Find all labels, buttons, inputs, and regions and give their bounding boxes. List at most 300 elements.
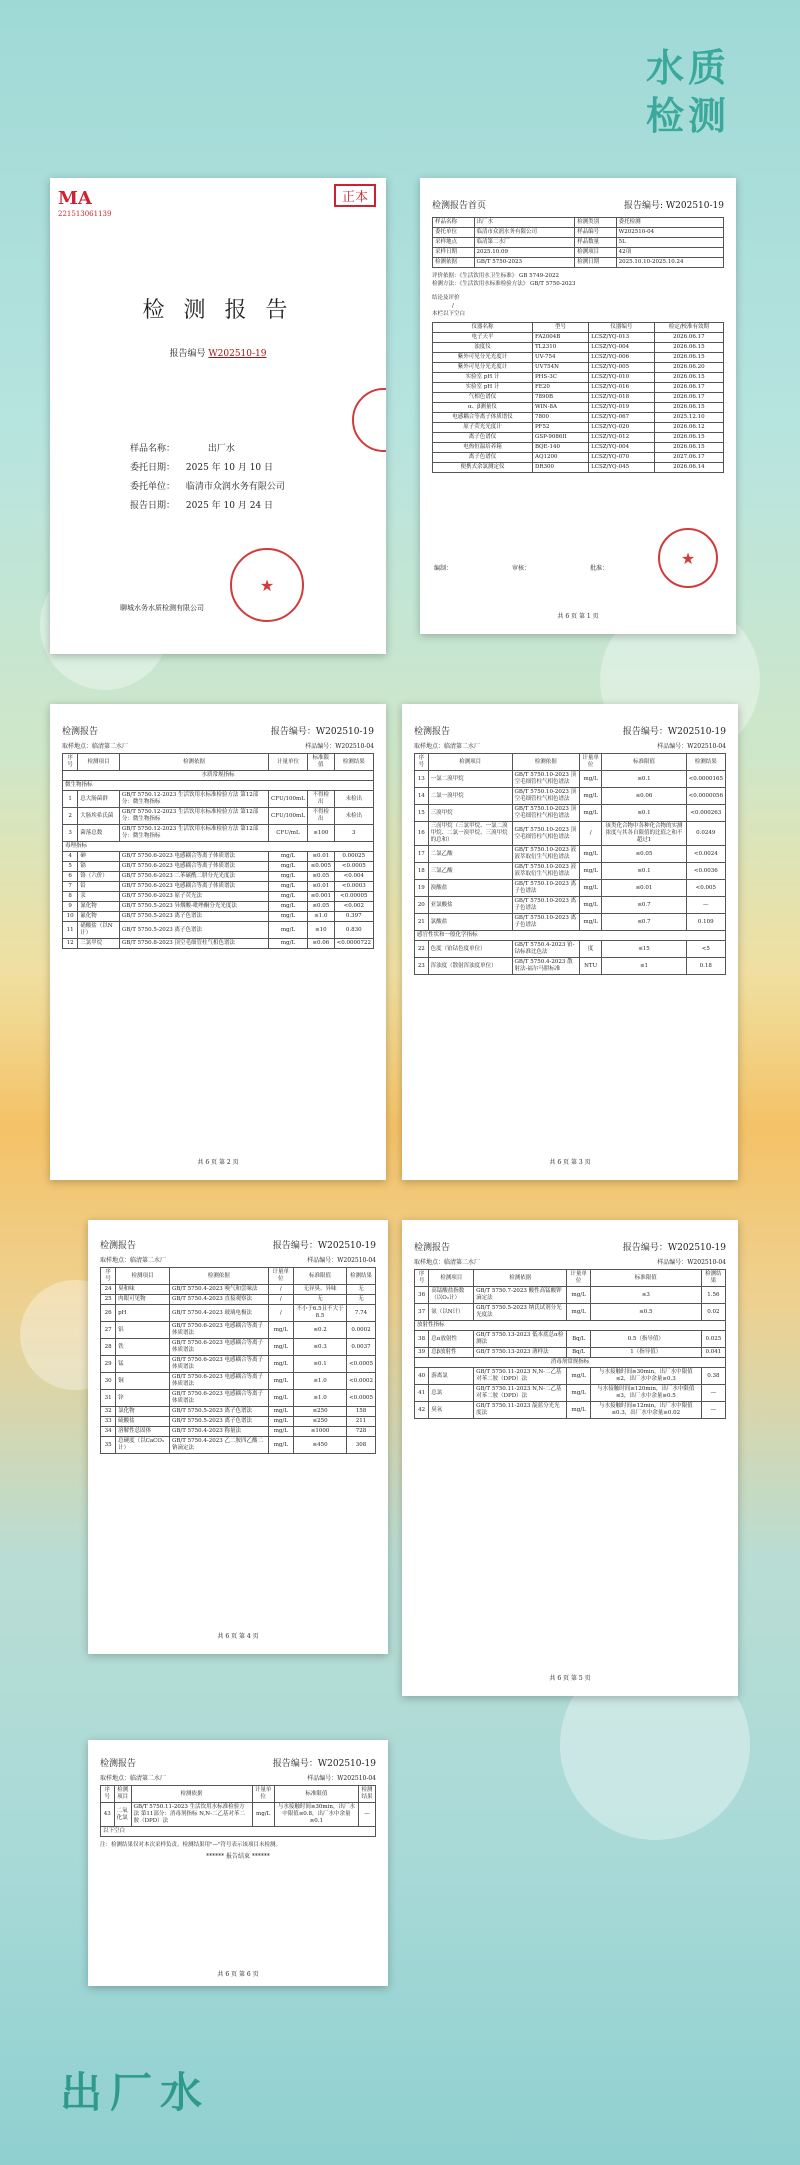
table-cell: GB/T 5750.6-2023 电感耦合等离子体质谱法 [169, 1339, 268, 1356]
table-cell: <0.0005 [347, 1356, 376, 1373]
cover-row: 委托单位： 临清市众润水务有限公司 [130, 482, 285, 492]
table-cell: mg/L [567, 1287, 591, 1304]
table-cell: ≤3 [590, 1287, 701, 1304]
table-cell: 总β放射性 [429, 1348, 474, 1358]
table-cell: mg/L [269, 882, 308, 892]
table-cell: WIN-8A [532, 403, 588, 413]
report-note: 注：检测结果仅对本次采样负责。检测结果用"—"符号表示该项目未检测。 [100, 1842, 282, 1848]
table-cell: GB/T 5750.6-2023 电感耦合等离子体质谱法 [169, 1322, 268, 1339]
table-cell: <0.0024 [686, 846, 725, 863]
table-row [101, 1390, 376, 1407]
table-cell: 不小于6.5且不大于8.5 [294, 1305, 347, 1322]
table-cell: 0.38 [701, 1368, 725, 1385]
table-cell: GB/T 5750.7-2023 酸性高锰酸钾滴定法 [474, 1287, 567, 1304]
table-cell: ≤250 [294, 1417, 347, 1427]
table-cell: 氨（以N计） [429, 1304, 474, 1321]
table-cell: 氟化物 [78, 912, 120, 922]
table-cell: ≤0.01 [602, 880, 686, 897]
table-cell: 2026.06.15 [654, 343, 723, 353]
table-row [415, 1368, 726, 1385]
results-table: 序号 检测项目 检测依据 计量单位 标准限值 检测结果 13 一氯二溴甲烷 GB/T 5750.10-2023 顶空毛细管柱气相色谱法 mg/L ≤0.1 <0.0000165 14 二氯一溴甲烷 GB/T 5750.10-2023 顶空毛细管柱气相色谱法 mg/L ≤0.06 <0.0000056 15 三溴甲烷 GB/T 5750.10-2023 顶空毛细管柱气相色谱法 mg/L ≤0.1 <0.000263 16 三卤甲烷（三氯甲烷、一氯二溴甲烷、二氯一溴甲烷、三溴甲烷的总和） GB/T 5750.10-2023 顶空毛细管柱气相色谱法 / 该类化合物中各种化合物的实测浓度与其各自限值的比值之和不超过1 0.0249 17 二氯乙酸 GB/T 5750.10-2023 液液萃取衍生气相色谱法 mg/L ≤0.05 <0.0024 18 三氯乙酸 GB/T 5750.10-2023 液液萃取衍生气相色谱法 mg/L ≤0.1 <0.0036 19 溴酸盐 GB/T 5750.10-2023 离子色谱法 mg/L ≤0.01 <0.005 20 亚氯酸盐 GB/T 5750.10-2023 离子色谱法 mg/L ≤0.7 — 21 氯酸盐 GB/T 5750.10-2023 离子色谱法 mg/L ≤0.7 0.109 感官性状和一般化学指标 22 色度（铂钴色度单位） GB/T 5750.4-2023 铂-钴标准比色法 度 ≤15 <5 23 浑浊度（散射浑浊度单位） GB/T 5750.4-2023 散射法-福尔马肼标准 NTU ≤1 0.18 [414, 753, 726, 975]
table-cell: 2026.06.15 [654, 373, 723, 383]
table-cell: Bq/L [567, 1348, 591, 1358]
table-cell: GB/T 5750.5-2023 离子色谱法 [169, 1417, 268, 1427]
results-table: 序号 检测项目 检测依据 计量单位 标准限值 检测结果 43 二氧化氯 GB/T 5750.11-2023 生活饮用水标准检验方法 第11部分：消毒剂指标 N,N-二乙基对苯二胺（DPD）法 mg/L 与水接触时间≥30min，出厂水中限值≤0.8，出厂水中余量≥0.1 — 以下空白 [100, 1785, 376, 1837]
table-cell: mg/L [567, 1368, 591, 1385]
table-cell: 2026.06.15 [654, 443, 723, 453]
table-row [433, 433, 724, 443]
table-cell: ≤0.1 [294, 1356, 347, 1373]
table-row [63, 902, 374, 912]
table-cell: 无 [294, 1295, 347, 1305]
table-cell: / [268, 1285, 293, 1295]
table-cell: 与水接触时间≥12min，出厂水中限值≤0.3，出厂水中余量≥0.02 [590, 1402, 701, 1419]
table-cell: 2026.06.15 [654, 403, 723, 413]
report-cover-page [50, 178, 386, 654]
edge-seal [352, 388, 386, 452]
table-row [415, 1287, 726, 1304]
table-row [415, 941, 726, 958]
table-cell: mg/L [269, 939, 308, 949]
table-cell: LCSZ/YQ-020 [589, 423, 655, 433]
page-number: 共 6 页 第 1 页 [557, 613, 599, 620]
table-cell: 0.0037 [347, 1339, 376, 1356]
table-cell: 0.0249 [686, 822, 725, 846]
table-cell: ≤250 [294, 1407, 347, 1417]
table-cell: NTU [579, 958, 601, 975]
table-row [101, 1427, 376, 1437]
table-row [415, 788, 726, 805]
company-seal: ★ [230, 548, 304, 622]
table-cell: GB/T 5750.4-2023 乙二胺四乙酸二钠滴定法 [169, 1437, 268, 1454]
table-cell: 该类化合物中各种化合物的实测浓度与其各自限值的比值之和不超过1 [602, 822, 686, 846]
table-cell: 无 [347, 1295, 376, 1305]
table-cell: DR300 [532, 463, 588, 473]
issuer: 聊城水务水质检测有限公司 [120, 604, 204, 612]
table-cell: LCSZ/YQ-012 [589, 433, 655, 443]
table-cell: <0.0005 [334, 862, 373, 872]
table-cell: 二氯乙酸 [428, 846, 512, 863]
table-row [101, 1417, 376, 1427]
table-row [101, 1322, 376, 1339]
table-cell: 2026.06.17 [654, 333, 723, 343]
table-row [63, 882, 374, 892]
table-cell: 硝酸盐（以N计） [78, 922, 120, 939]
table-cell: 电热恒温培养箱 [433, 443, 533, 453]
table-cell: GB/T 5750.4-2023 铂-钴标准比色法 [512, 941, 579, 958]
table-cell: mg/L [268, 1390, 293, 1407]
table-cell: 19 [415, 880, 429, 897]
table-row [101, 1339, 376, 1356]
table-cell: GB/T 5750.11-2023 生活饮用水标准检验方法 第11部分：消毒剂指标 N,N-二乙基对苯二胺（DPD）法 [131, 1803, 252, 1827]
table-row [63, 922, 374, 939]
table-cell: CFU/mL [269, 825, 308, 842]
table-cell: GB/T 5750.4-2023 玻璃电极法 [169, 1305, 268, 1322]
table-cell: mg/L [269, 872, 308, 882]
table-cell: GB/T 5750.11-2023 N,N-二乙基对苯二胺（DPD）法 [474, 1385, 567, 1402]
table-cell: LCSZ/YQ-019 [589, 403, 655, 413]
table-cell: 二氧化氯 [114, 1803, 131, 1827]
table-cell: 气相色谱仪 [433, 393, 533, 403]
table-cell: GSP-9086II [532, 433, 588, 443]
table-cell: 6 [63, 872, 78, 882]
page-number: 共 6 页 第 2 页 [197, 1159, 239, 1166]
table-cell: <0.0036 [686, 863, 725, 880]
table-cell: 氰化物 [78, 902, 120, 912]
table-cell: ≤0.05 [307, 902, 334, 912]
table-cell: 1 [63, 791, 78, 808]
table-cell: GB/T 5750.10-2023 离子色谱法 [512, 914, 579, 931]
table-cell: 总氯 [429, 1385, 474, 1402]
table-cell: 铅 [78, 882, 120, 892]
table-cell: 13 [415, 771, 429, 788]
table-cell: GB/T 5750.12-2023 生活饮用水标准检验方法 第12部分：微生物指标 [119, 825, 268, 842]
table-cell: mg/L [269, 922, 308, 939]
table-row [415, 914, 726, 931]
table-row [415, 1385, 726, 1402]
table-cell: GB/T 5750.10-2023 顶空毛细管柱气相色谱法 [512, 788, 579, 805]
table-cell: / [268, 1295, 293, 1305]
table-cell: <0.0003 [334, 882, 373, 892]
table-cell: 度 [579, 941, 601, 958]
table-cell: 不得检出 [307, 808, 334, 825]
table-cell: 2026.06.12 [654, 423, 723, 433]
page-number: 共 6 页 第 4 页 [217, 1633, 259, 1640]
table-cell: 12 [63, 939, 78, 949]
table-cell: <0.000263 [686, 805, 725, 822]
table-cell: FE20 [532, 383, 588, 393]
table-cell: mg/L [579, 771, 601, 788]
table-cell: ≤0.01 [307, 882, 334, 892]
report-end: ****** 报告结束 ****** [206, 1853, 270, 1860]
results-table: 序号 检测项目 检测依据 计量单位 标准限值 检测结果 24 臭和味 GB/T 5750.4-2023 嗅气和尝味法 / 无异臭、异味 无 25 肉眼可见物 GB/T 5750.4-2023 直接观察法 / 无 无 26 pH GB/T 5750.4-2023 玻璃电极法 / 不小于6.5且不大于8.5 7.74 27 铝 GB/T 5750.6-2023 电感耦合等离子体质谱法 mg/L ≤0.2 0.0002 28 铁 GB/T 5750.6-2023 电感耦合等离子体质谱法 mg/L ≤0.3 0.0037 29 锰 GB/T 5750.6-2023 电感耦合等离子体质谱法 mg/L ≤0.1 <0.0005 30 铜 GB/T 5750.6-2023 电感耦合等离子体质谱法 mg/L ≤1.0 <0.0002 31 锌 GB/T 5750.6-2023 电感耦合等离子体质谱法 mg/L ≤1.0 <0.0005 32 氯化物 GB/T 5750.5-2023 离子色谱法 mg/L ≤250 158 33 硫酸盐 GB/T 5750.5-2023 离子色谱法 mg/L ≤250 211 34 溶解性总固体 GB/T 5750.4-2023 称量法 mg/L ≤1000 728 35 总硬度（以CaCO₃计） GB/T 5750.4-2023 乙二胺四乙酸二钠滴定法 mg/L ≤450 308 [100, 1267, 376, 1454]
table-cell: mg/L [268, 1373, 293, 1390]
table-cell: GB/T 5750.4-2023 散射法-福尔马肼标准 [512, 958, 579, 975]
table-cell: <0.0000722 [334, 939, 373, 949]
table-cell: α、β测量仪 [433, 403, 533, 413]
table-cell: GB/T 5750.12-2023 生活饮用水标准检验方法 第12部分：微生物指标 [119, 791, 268, 808]
table-cell: ≤100 [307, 825, 334, 842]
table-cell: ≤0.01 [307, 852, 334, 862]
table-cell: 肉眼可见物 [116, 1295, 170, 1305]
table-cell: ≤0.5 [590, 1304, 701, 1321]
table-cell: AQ1200 [532, 453, 588, 463]
table-cell: <0.0002 [347, 1373, 376, 1390]
table-cell: 溴酸盐 [428, 880, 512, 897]
table-cell: 21 [415, 914, 429, 931]
table-cell: 2026.06.17 [654, 383, 723, 393]
table-cell: 与水接触时间≥120min，出厂水中限值≤3，出厂水中余量≥0.5 [590, 1385, 701, 1402]
table-cell: GB/T 5750.5-2023 离子色谱法 [119, 922, 268, 939]
table-cell: 2027.06.17 [654, 453, 723, 463]
table-cell: ≤0.06 [602, 788, 686, 805]
table-cell: <0.002 [334, 902, 373, 912]
table-cell: pH [116, 1305, 170, 1322]
table-row [415, 771, 726, 788]
evaluation-basis: 评价依据：《生活饮用水卫生标准》 GB 5749-2022 检测方法：《生活饮用水标准检验方法》 GB/T 5750-2023 [432, 273, 576, 287]
table-cell: 42 [415, 1402, 429, 1419]
table-cell: 40 [415, 1368, 429, 1385]
table-cell: 0.5（指导值） [590, 1331, 701, 1348]
table-row [433, 423, 724, 433]
table-cell: LCSZ/YQ-006 [589, 353, 655, 363]
table-cell: 与水接触时间≥30min，出厂水中限值≤0.8，出厂水中余量≥0.1 [274, 1803, 358, 1827]
table-cell: 浑浊度（散射浑浊度单位） [428, 958, 512, 975]
report-summary-page [420, 178, 736, 634]
table-cell: 无 [347, 1285, 376, 1295]
table-cell: 三氯甲烷 [78, 939, 120, 949]
table-cell: mg/L [268, 1339, 293, 1356]
table-cell: GB/T 5750.10-2023 离子色谱法 [512, 897, 579, 914]
table-row [63, 808, 374, 825]
table-cell: LCSZ/YQ-070 [589, 453, 655, 463]
table-row [101, 1803, 376, 1827]
table-cell: 22 [415, 941, 429, 958]
table-cell: mg/L [252, 1803, 274, 1827]
table-cell: LCSZ/YQ-018 [589, 393, 655, 403]
page-subheader: 取样地点：临清第二水厂 样品编号：W202510-04 [414, 1259, 726, 1266]
table-cell: 电感耦合等离子体质谱仪 [433, 413, 533, 423]
table-cell: GB/T 5750.6-2023 电感耦合等离子体质谱法 [119, 852, 268, 862]
table-cell: 17 [415, 846, 429, 863]
page-header: 检测报告 报告编号：W202510-19 [100, 1241, 376, 1251]
table-cell: 一氯二溴甲烷 [428, 771, 512, 788]
company-seal: ★ [658, 528, 718, 588]
table-cell: 臭氧 [429, 1402, 474, 1419]
page-header: 检测报告 报告编号：W202510-19 [100, 1759, 376, 1769]
table-cell: 锰 [116, 1356, 170, 1373]
summary-info-table: 样品名称 出厂水 检测类别 委托检测 委托单位 临清市众润水务有限公司 样品编号 W202510-04 采样地点 临清第二水厂 样品数量 5L 采样日期 2025.10.09 检测项目 42项 检测依据 GB/T 5750-2023 检测日期 2025.10.10-2025.10.24 [432, 217, 724, 268]
table-cell: 氯化物 [116, 1407, 170, 1417]
table-cell: TL2310 [532, 343, 588, 353]
cma-logo: MA [58, 188, 92, 209]
table-cell: 43 [101, 1803, 115, 1827]
table-cell: 溶解性总固体 [116, 1427, 170, 1437]
page-number: 共 6 页 第 5 页 [549, 1675, 591, 1682]
table-cell: GB/T 5750.10-2023 顶空毛细管柱气相色谱法 [512, 771, 579, 788]
table-row [433, 353, 724, 363]
table-cell: GB/T 5750.5-2023 异烟酸-吡唑酮分光光度法 [119, 902, 268, 912]
table-row [433, 383, 724, 393]
table-cell: 23 [415, 958, 429, 975]
table-cell: ≤0.06 [307, 939, 334, 949]
table-cell: mg/L [579, 897, 601, 914]
table-cell: GB/T 5750.11-2023 N,N-二乙基对苯二胺（DPD）法 [474, 1368, 567, 1385]
table-row [433, 363, 724, 373]
table-cell: LCSZ/YQ-013 [589, 333, 655, 343]
table-cell: GB/T 5750.5-2023 离子色谱法 [119, 912, 268, 922]
table-cell: 臭和味 [116, 1285, 170, 1295]
cma-number: 221513061139 [58, 210, 112, 218]
table-cell: LCSZ/YQ-045 [589, 463, 655, 473]
table-cell: mg/L [268, 1417, 293, 1427]
cover-report-number: 报告编号 W202510-19 [169, 349, 267, 359]
table-cell: 电子天平 [433, 333, 533, 343]
table-cell: GB/T 5750.12-2023 生活饮用水标准检验方法 第12部分：微生物指标 [119, 808, 268, 825]
table-cell: ≤0.1 [602, 805, 686, 822]
table-cell: ≤0.2 [294, 1322, 347, 1339]
table-cell: GB/T 5750.5-2023 纳氏试剂分光光度法 [474, 1304, 567, 1321]
table-cell: 20 [415, 897, 429, 914]
table-row [415, 1402, 726, 1419]
page-subheader: 取样地点：临清第二水厂 样品编号：W202510-04 [100, 1775, 376, 1782]
table-cell: Bq/L [567, 1331, 591, 1348]
table-cell: GB/T 5750.6-2023 二苯碳酰二肼分光光度法 [119, 872, 268, 882]
table-cell: GB/T 5750.6-2023 电感耦合等离子体质谱法 [119, 862, 268, 872]
page-header: 检测报告 报告编号：W202510-19 [62, 727, 374, 737]
table-row [433, 403, 724, 413]
cover-row: 样品名称： 出厂水 [130, 444, 235, 454]
table-cell: 31 [101, 1390, 116, 1407]
table-cell: 211 [347, 1417, 376, 1427]
table-cell: 紫外可见分光光度计 [433, 363, 533, 373]
footer-title: 出厂水 [60, 2068, 211, 2117]
table-cell: 亚氯酸盐 [428, 897, 512, 914]
table-row [101, 1373, 376, 1390]
table-cell: 砷 [78, 852, 120, 862]
table-row [101, 1285, 376, 1295]
table-cell: 0.041 [701, 1348, 725, 1358]
table-cell: ≤0.7 [602, 914, 686, 931]
table-cell: 2026.06.20 [654, 363, 723, 373]
table-row [415, 822, 726, 846]
table-cell: GB/T 5750.13-2023 薄样法 [474, 1348, 567, 1358]
table-cell: 离子色谱仪 [433, 433, 533, 443]
page-number: 共 6 页 第 3 页 [549, 1159, 591, 1166]
table-cell: mg/L [268, 1356, 293, 1373]
table-row [433, 343, 724, 353]
table-cell: 158 [347, 1407, 376, 1417]
table-cell: 36 [415, 1287, 429, 1304]
table-cell: 汞 [78, 892, 120, 902]
table-cell: 26 [101, 1305, 116, 1322]
table-row [415, 846, 726, 863]
table-cell: mg/L [269, 912, 308, 922]
table-cell: GB/T 5750.8-2023 顶空毛细管柱气相色谱法 [119, 939, 268, 949]
report-table-page-6 [88, 1740, 388, 1986]
table-cell: mg/L [579, 788, 601, 805]
table-row [101, 1407, 376, 1417]
table-cell: mg/L [269, 902, 308, 912]
table-cell: 7800 [532, 413, 588, 423]
table-cell: 16 [415, 822, 429, 846]
table-cell: 1（指导值） [590, 1348, 701, 1358]
table-cell: 硫酸盐 [116, 1417, 170, 1427]
table-cell: mg/L [567, 1385, 591, 1402]
table-row [63, 852, 374, 862]
table-cell: mg/L [268, 1407, 293, 1417]
table-cell: ≤1.0 [294, 1390, 347, 1407]
cover-row: 报告日期： 2025 年 10 月 24 日 [130, 501, 274, 511]
table-cell: 2026.06.15 [654, 353, 723, 363]
table-row [415, 863, 726, 880]
table-cell: ≤0.3 [294, 1339, 347, 1356]
table-cell: GB/T 5750.6-2023 电感耦合等离子体质谱法 [169, 1373, 268, 1390]
table-cell: 实验室 pH 计 [433, 373, 533, 383]
table-cell: GB/T 5750.6-2023 原子荧光法 [119, 892, 268, 902]
table-cell: 离子色谱仪 [433, 453, 533, 463]
table-row [415, 1348, 726, 1358]
table-cell: LCSZ/YQ-004 [589, 343, 655, 353]
table-cell: 24 [101, 1285, 116, 1295]
table-cell: 27 [101, 1322, 116, 1339]
table-cell: 2026.06.17 [654, 393, 723, 403]
table-cell: 5 [63, 862, 78, 872]
table-cell: 7890B [532, 393, 588, 403]
table-cell: PHS-3C [532, 373, 588, 383]
report-table-page-2 [50, 704, 386, 1180]
table-cell: <0.0005 [347, 1390, 376, 1407]
table-cell: 33 [101, 1417, 116, 1427]
table-cell: 浊度仪 [433, 343, 533, 353]
table-cell: 0.397 [334, 912, 373, 922]
table-cell: 镉 [78, 862, 120, 872]
table-cell: 1.56 [701, 1287, 725, 1304]
cover-row: 委托日期： 2025 年 10 月 10 日 [130, 463, 274, 473]
table-cell: UV-754 [532, 353, 588, 363]
table-cell: 铝 [116, 1322, 170, 1339]
table-cell: / [268, 1305, 293, 1322]
table-cell: <0.0000056 [686, 788, 725, 805]
table-row [63, 912, 374, 922]
cover-title: 检 测 报 告 [142, 298, 294, 323]
table-row [415, 958, 726, 975]
header-title: 水质 检测 [645, 46, 730, 138]
table-row [433, 453, 724, 463]
results-table: 序号 检测项目 检测依据 计量单位 标准限值 检测结果 水质常规指标 微生物指标 1 总大肠菌群 GB/T 5750.12-2023 生活饮用水标准检验方法 第12部分：微生物指标 CFU/100mL 不得检出 未检出 2 大肠埃希氏菌 GB/T 5750.12-2023 生活饮用水标准检验方法 第12部分：微生物指标 CFU/100mL 不得检出 未检出 3 菌落总数 GB/T 5750.12-2023 生活饮用水标准检验方法 第12部分：微生物指标 CFU/mL ≤100 3 毒理指标 4 砷 GB/T 5750.6-2023 电感耦合等离子体质谱法 mg/L ≤0.01 0.00025 5 镉 GB/T 5750.6-2023 电感耦合等离子体质谱法 mg/L ≤0.005 <0.0005 6 铬（六价） GB/T 5750.6-2023 二苯碳酰二肼分光光度法 mg/L ≤0.05 <0.004 7 铅 GB/T 5750.6-2023 电感耦合等离子体质谱法 mg/L ≤0.01 <0.0003 8 汞 GB/T 5750.6-2023 原子荧光法 mg/L ≤0.001 <0.00005 9 氰化物 GB/T 5750.5-2023 异烟酸-吡唑酮分光光度法 mg/L ≤0.05 <0.002 10 氟化物 GB/T 5750.5-2023 离子色谱法 mg/L ≤1.0 0.397 11 硝酸盐（以N计） GB/T 5750.5-2023 离子色谱法 mg/L ≤10 0.830 12 三氯甲烷 GB/T 5750.8-2023 顶空毛细管柱气相色谱法 mg/L ≤0.06 <0.0000722 [62, 753, 374, 949]
table-cell: ≤450 [294, 1437, 347, 1454]
table-cell: 14 [415, 788, 429, 805]
cover-info [130, 440, 285, 516]
table-cell: GB/T 5750.4-2023 直接观察法 [169, 1295, 268, 1305]
table-cell: 铁 [116, 1339, 170, 1356]
table-cell: GB/T 5750.10-2023 液液萃取衍生气相色谱法 [512, 846, 579, 863]
table-cell: mg/L [579, 863, 601, 880]
table-cell: ≤15 [602, 941, 686, 958]
table-cell: 10 [63, 912, 78, 922]
table-cell: — [686, 897, 725, 914]
table-cell: 0.025 [701, 1331, 725, 1348]
table-cell: 29 [101, 1356, 116, 1373]
signatures: 编制： 审核： 批准： [434, 565, 609, 572]
table-cell: mg/L [268, 1322, 293, 1339]
table-row [63, 825, 374, 842]
table-row [433, 333, 724, 343]
table-cell: mg/L [268, 1427, 293, 1437]
table-row [63, 872, 374, 882]
table-row [433, 443, 724, 453]
table-cell: mg/L [269, 892, 308, 902]
table-cell: GB/T 5750.10-2023 顶空毛细管柱气相色谱法 [512, 805, 579, 822]
table-row [63, 862, 374, 872]
table-cell: — [701, 1402, 725, 1419]
report-table-page-4 [88, 1220, 388, 1654]
table-cell: 原子荧光光度计 [433, 423, 533, 433]
table-row [433, 463, 724, 473]
table-cell: mg/L [269, 852, 308, 862]
table-cell: 未检出 [334, 808, 373, 825]
table-row [63, 791, 374, 808]
table-cell: <0.005 [686, 880, 725, 897]
page-header: 检测报告 报告编号：W202510-19 [414, 727, 726, 737]
table-cell: 8 [63, 892, 78, 902]
table-cell: 锌 [116, 1390, 170, 1407]
table-row [415, 1304, 726, 1321]
table-cell: 三溴甲烷 [428, 805, 512, 822]
table-cell: GB/T 5750.4-2023 嗅气和尝味法 [169, 1285, 268, 1295]
table-cell: ≤1000 [294, 1427, 347, 1437]
equipment-table: 仪器名称 型号 仪器编号 检定/校准有效期 电子天平 FA2004B LCSZ/YQ-013 2026.06.17 浊度仪 TL2310 LCSZ/YQ-004 2026.06.15 紫外可见分光光度计 UV-754 LCSZ/YQ-006 2026.06.15 紫外可见分光光度计 UV754N LCSZ/YQ-005 2026.06.20 实验室 pH 计 PHS-3C LCSZ/YQ-010 2026.06.15 实验室 pH 计 FE20 LCSZ/YQ-016 2026.06.17 气相色谱仪 7890B LCSZ/YQ-018 2026.06.17 α、β测量仪 WIN-8A LCSZ/YQ-019 2026.06.15 电感耦合等离子体质谱仪 7800 LCSZ/YQ-067 2025.12.10 原子荧光光度计 PF52 LCSZ/YQ-020 2026.06.12 离子色谱仪 GSP-9086II LCSZ/YQ-012 2026.06.15 电热恒温培养箱 BQE-140 LCSZ/YQ-004 2026.06.15 离子色谱仪 AQ1200 LCSZ/YQ-070 2027.06.17 便携式余氯测定仪 DR300 LCSZ/YQ-045 2026.06.14 [432, 322, 724, 473]
